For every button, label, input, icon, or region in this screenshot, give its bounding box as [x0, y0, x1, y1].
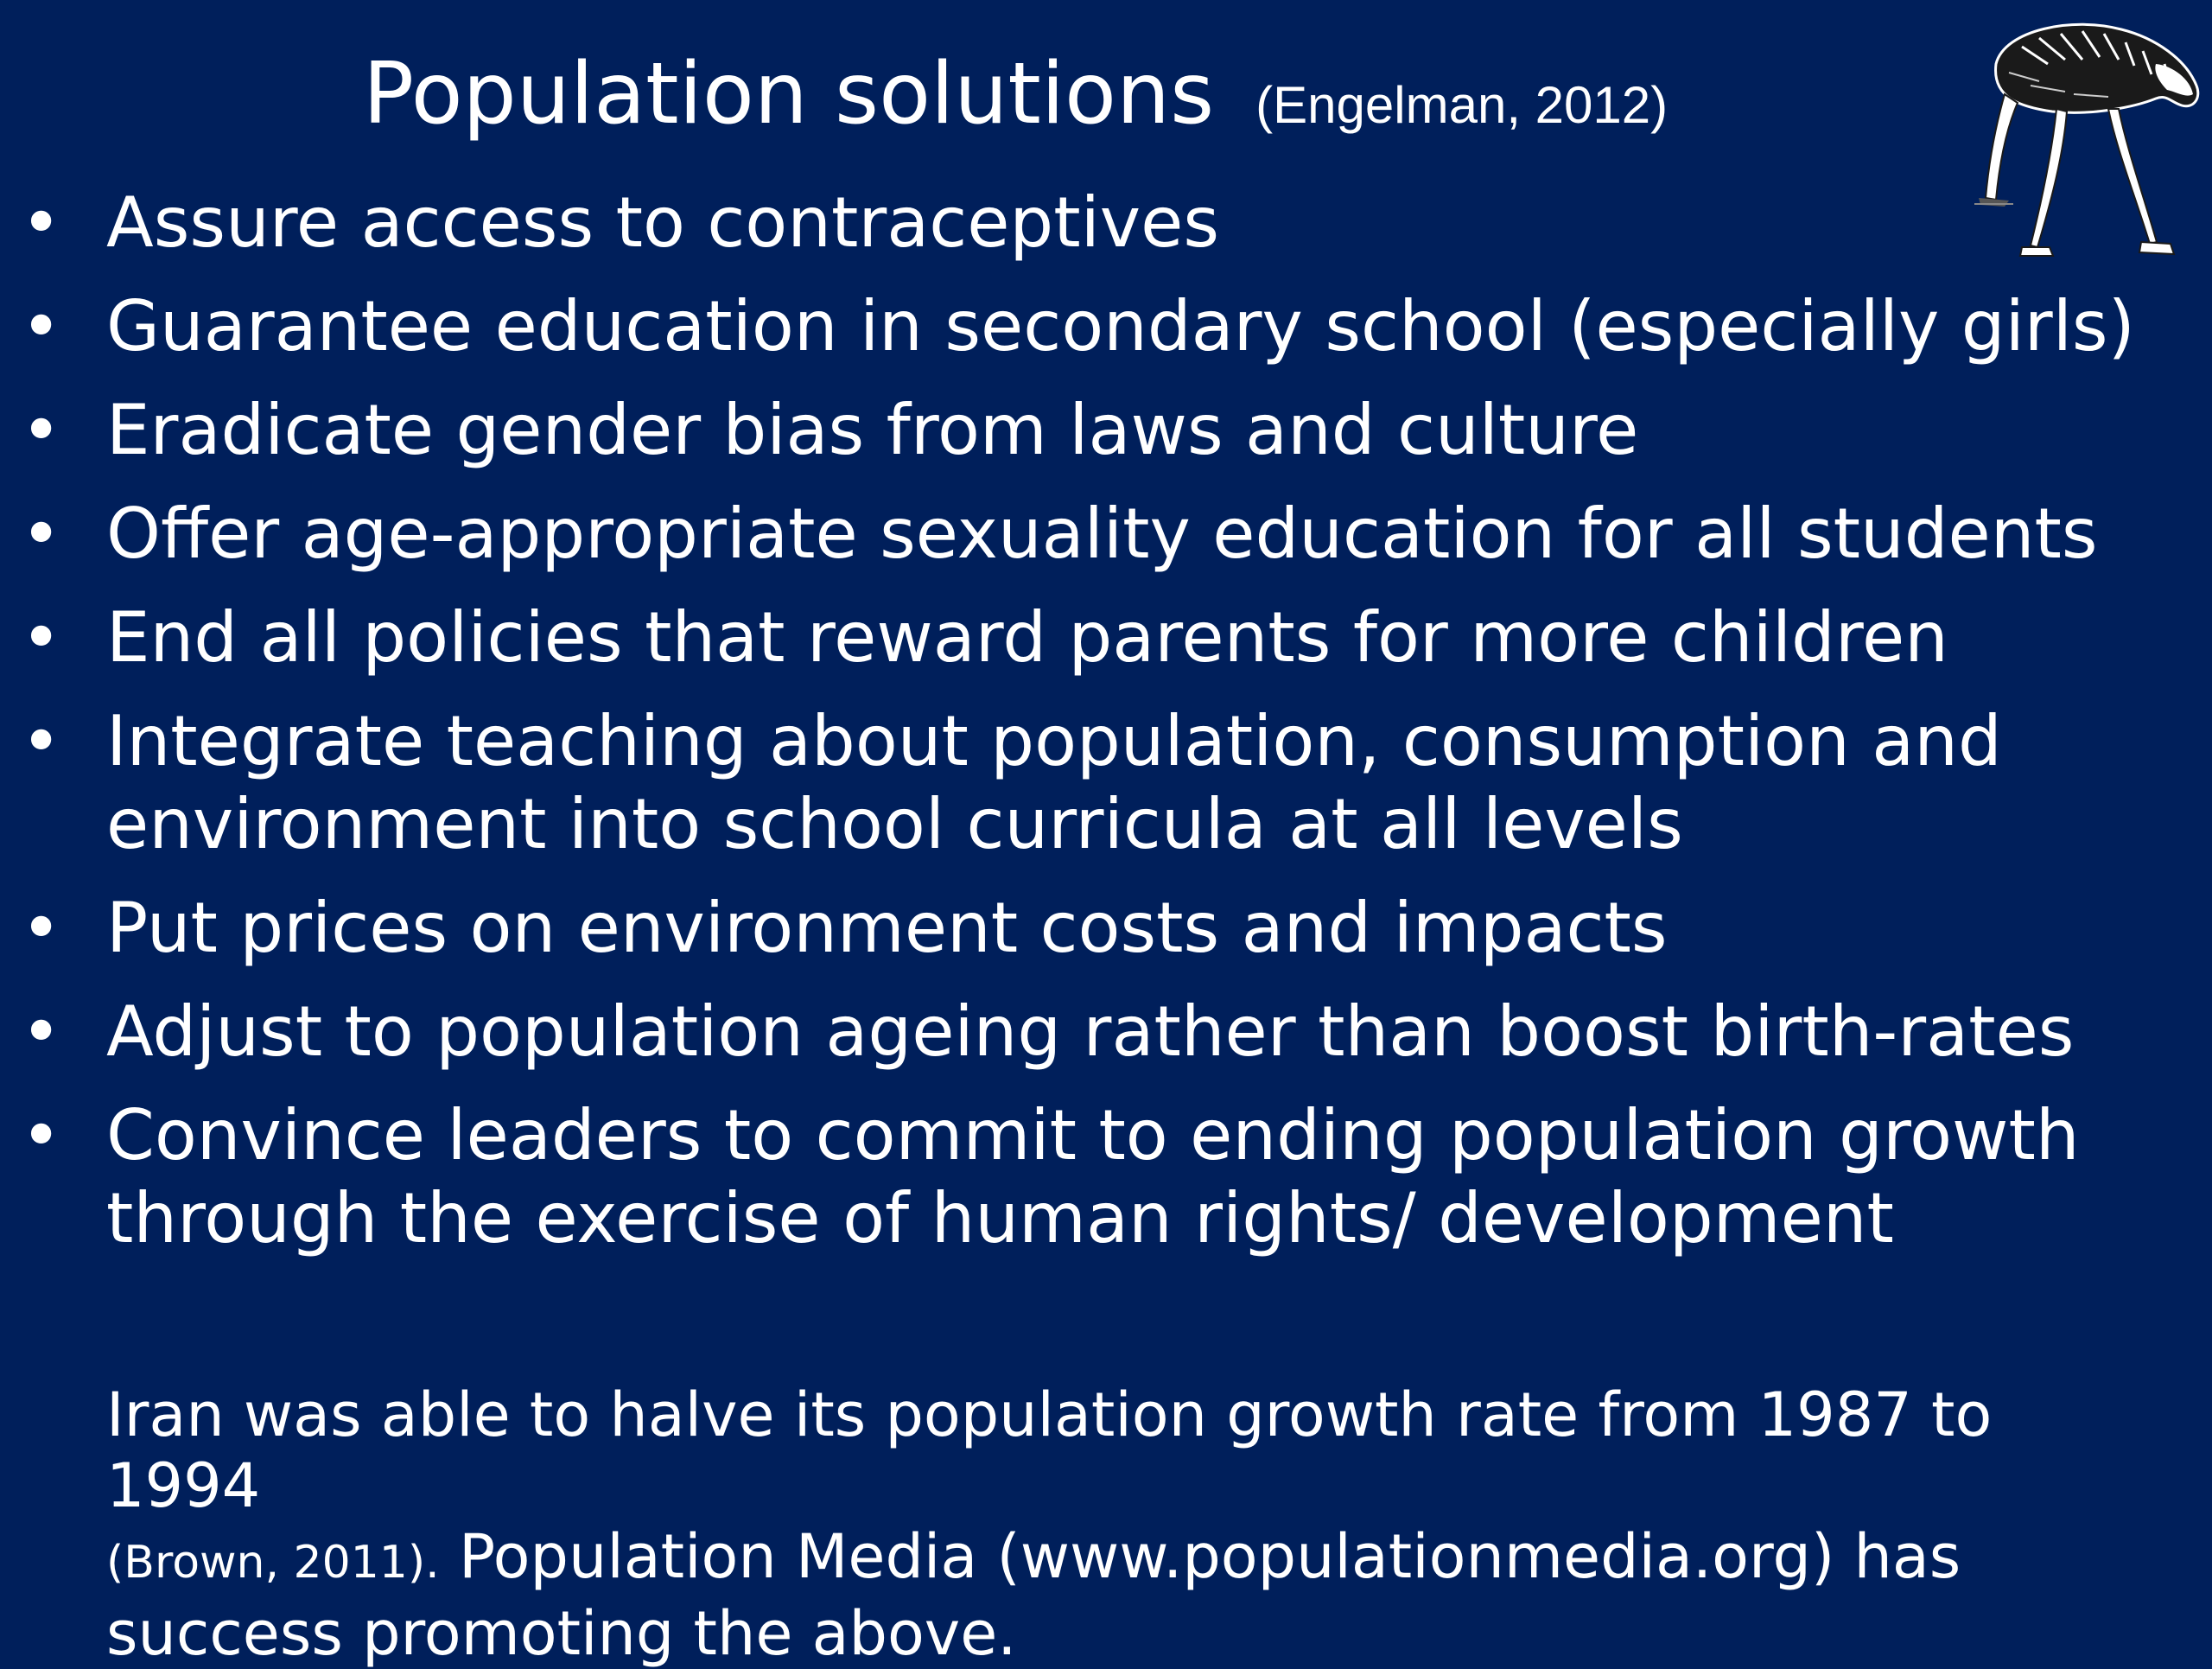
footer-line-1: Iran was able to halve its population growth rate from 1987 to 1994: [106, 1379, 1993, 1521]
bullet-text-line: Integrate teaching about population, consumption and: [106, 701, 2002, 781]
list-item: [0, 596, 2186, 679]
list-item: [0, 1094, 2186, 1260]
bullet-dot: •: [21, 597, 62, 678]
bullet-text-line: Offer age-appropriate sexuality education for all students: [106, 494, 2098, 574]
bullet-dot: •: [21, 390, 62, 470]
list-item: [0, 700, 2186, 866]
bullet-dot: •: [21, 182, 62, 263]
list-item: [0, 887, 2186, 970]
bullet-dot: •: [21, 494, 62, 574]
list-item: [0, 285, 2186, 368]
bullet-list: [0, 182, 2186, 1281]
title-row: [363, 38, 1668, 150]
bullet-text-line: Put prices on environment costs and impacts: [106, 888, 1668, 968]
bullet-text-line: Eradicate gender bias from laws and culture: [106, 390, 1639, 470]
footer-line-2-text: Population Media (www.populationmedia.org) has: [439, 1521, 1961, 1592]
list-item: [0, 389, 2186, 472]
list-item: [0, 991, 2186, 1073]
bullet-text-line: Adjust to population ageing rather than boost birth-rates: [106, 991, 2075, 1072]
footer-note: [106, 1379, 2163, 1669]
bullet-text-line: End all policies that reward parents for more children: [106, 597, 1948, 678]
footer-line-3: success promoting the above.: [106, 1598, 1017, 1669]
page-title: Population solutions: [363, 45, 1215, 143]
list-item: [0, 182, 2186, 264]
bullet-dot: •: [21, 991, 62, 1072]
bullet-text-line: Guarantee education in secondary school (especially girls): [106, 286, 2135, 366]
bullet-text-line: through the exercise of human rights/ development: [106, 1178, 1894, 1258]
bullet-text-line: Assure access to contraceptives: [106, 182, 1220, 263]
footer-citation: (Brown, 2011).: [106, 1537, 440, 1589]
title-citation: (Engelman, 2012): [1255, 76, 1669, 134]
footer-line-2: [106, 1521, 2163, 1598]
bullet-dot: •: [21, 888, 62, 968]
bullet-text-line: Convince leaders to commit to ending population growth: [106, 1095, 2080, 1175]
bullet-dot: •: [21, 1095, 62, 1175]
bullet-dot: •: [21, 701, 62, 781]
bullet-text-line: environment into school curricula at all levels: [106, 784, 1683, 864]
list-item: [0, 493, 2186, 576]
bullet-dot: •: [21, 286, 62, 366]
